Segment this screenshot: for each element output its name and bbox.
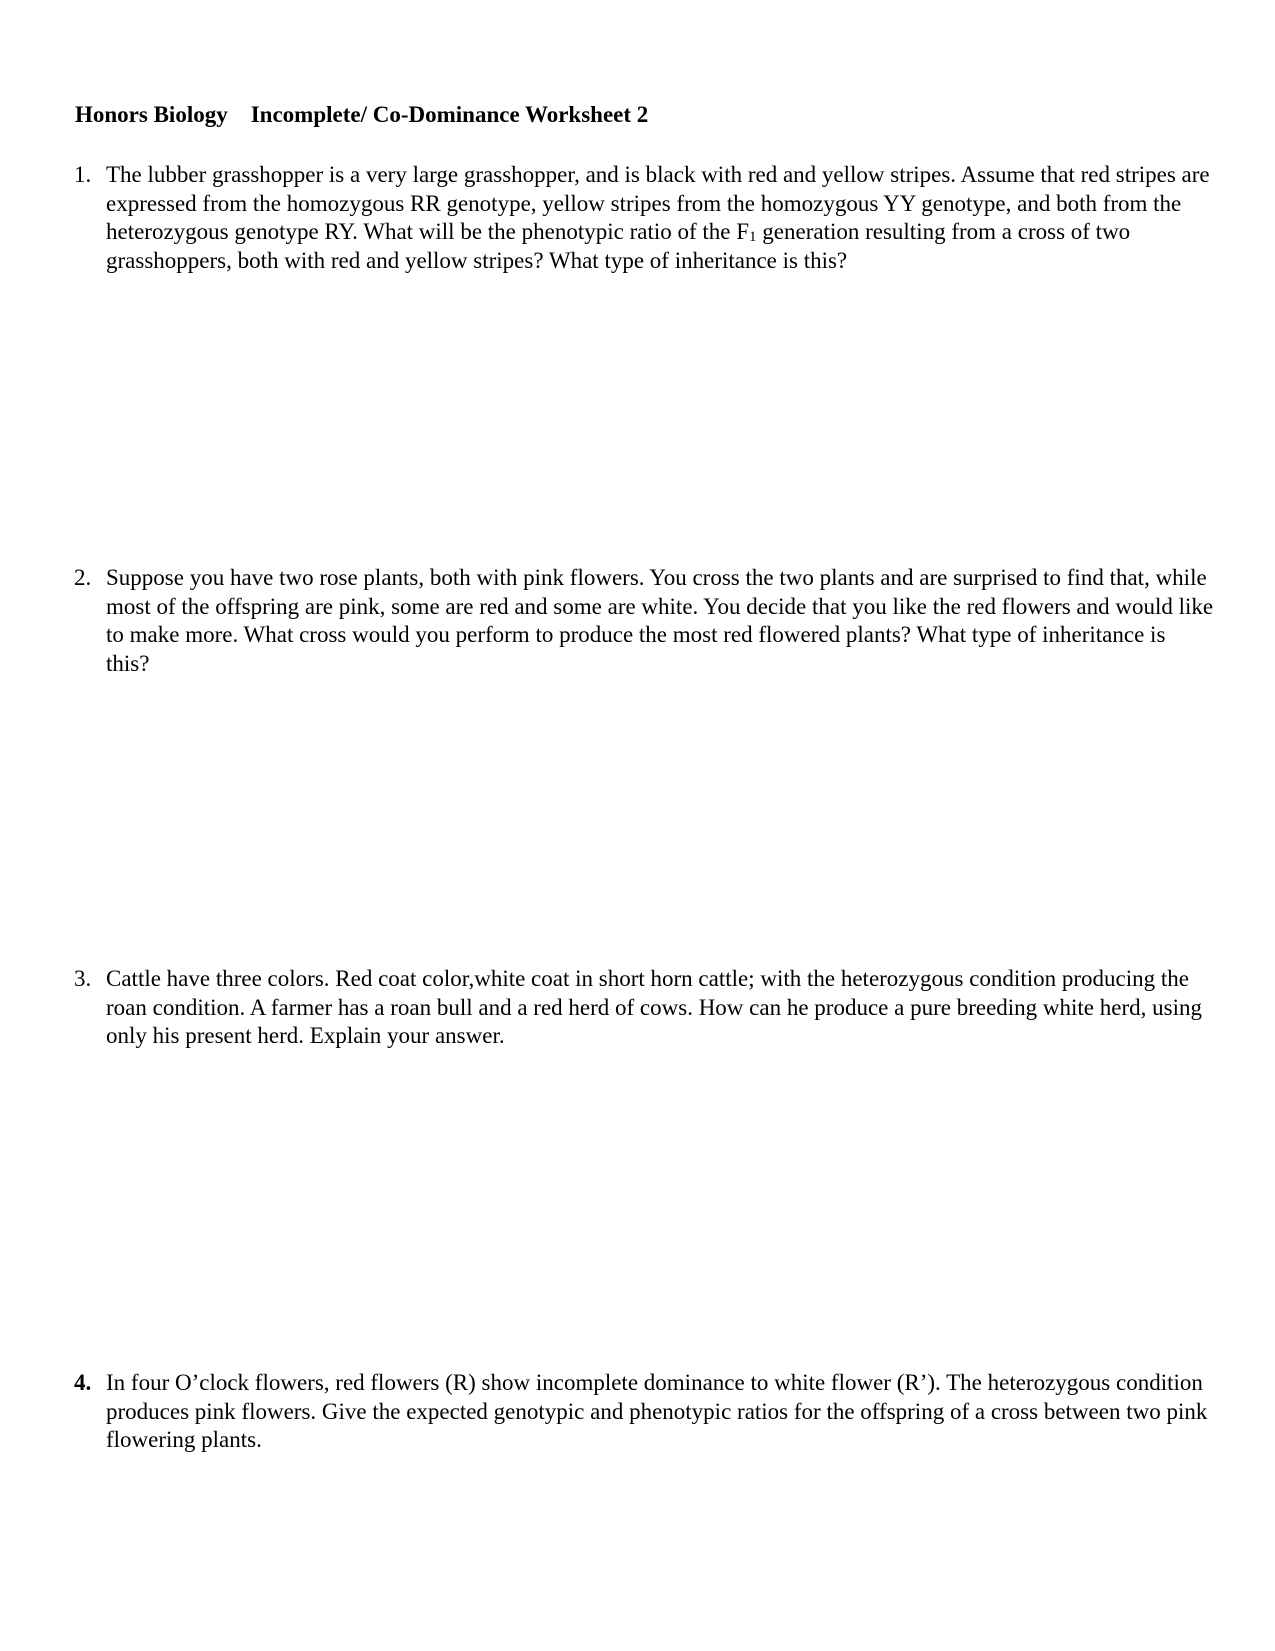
question-text: Suppose you have two rose plants, both with pink flowers. You cross the two plants and are surprised to find that, while most of the offspring are pink, some are red and some are white. You decide that you like the red flowers and would like to make more. What cross would you perform to produce the most red flowered plants? What type of inheritance is this?	[106, 565, 1214, 676]
subscript: 1	[749, 229, 757, 245]
course-name: Honors Biology	[75, 102, 228, 127]
worksheet-title	[75, 102, 648, 128]
question-text: Cattle have three colors. Red coat color,white coat in short horn cattle; with the heterozygous condition producing the roan condition. A farmer has a roan bull and a red herd of cows. How can he produce a pure breeding white herd, using only his present herd. Explain your answer.	[106, 966, 1202, 1048]
question-number: 3.	[74, 966, 92, 991]
question-number: 4.	[74, 1370, 92, 1395]
question-2	[74, 564, 1214, 678]
question-text: The lubber grasshopper is a very large grasshopper, and is black with red and yellow stripes. Assume that red stripes are expressed from the homozygous RR genotype, yellow stripes from the homozygous YY genotype, and both from the heterozygous genotype RY. What will be the phenotypic ratio of the $F_1$ generation resulting from a cross of two grasshoppers, both with red and yellow stripes? What type of inheritance is this?	[106, 162, 1210, 273]
worksheet-name: Incomplete/ Co-Dominance Worksheet 2	[250, 102, 649, 127]
question-1	[74, 161, 1214, 275]
question-number: 2.	[74, 565, 92, 590]
question-number: 1.	[74, 162, 92, 187]
question-3	[74, 965, 1214, 1051]
question-4	[74, 1369, 1214, 1455]
question-text: In four O’clock flowers, red flowers (R) show incomplete dominance to white flower (R’). The heterozygous condition produces pink flowers. Give the expected genotypic and phenotypic ratios for the offspring of a cross between two pink flowering plants.	[106, 1370, 1208, 1452]
